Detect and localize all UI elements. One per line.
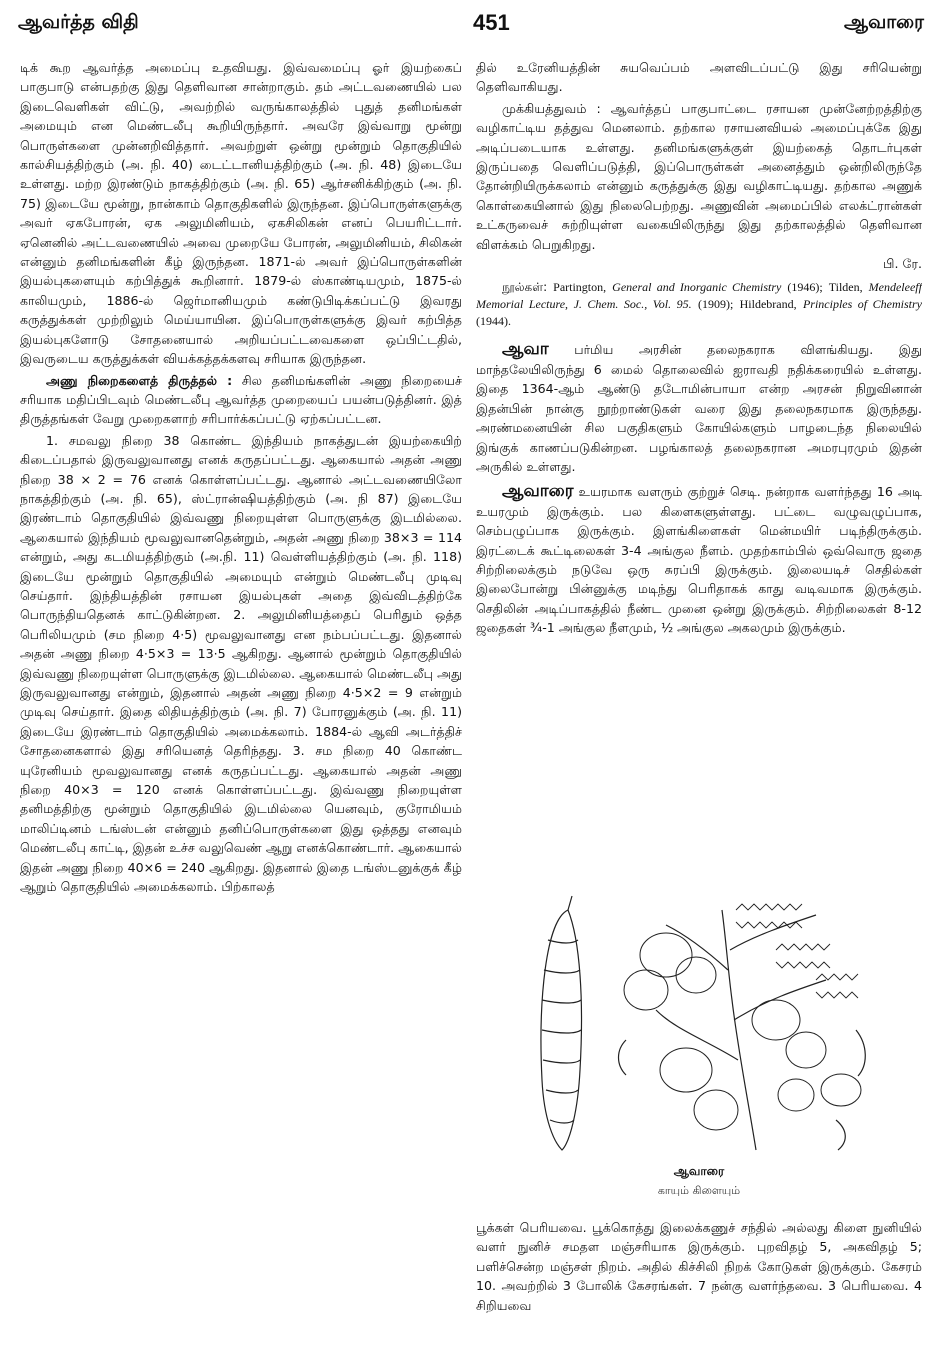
paragraph-examples: 1. சமவலு நிறை 38 கொண்ட இந்தியம் நாகத்துடன் இயற்கையிற் கிடைப்பதால் இருவலுவானது எனக் கருதப்பட்டது. ஆகையால் அதன் அணு நிறை 38 × 2 = 76 எனக் கொள்ளப்பட்டது. ஆனால் அட்டவணையிலோ நாகத்திற்கும் (அ. நி. 65), ஸ்ட்ரான்ஷியத்திற்கும் (அ. நி 87) இடையே இரண்டாம் தொகுதியில் இவ்வணு நிறையுள்ள பொருளுக்கு இடமில்லை. ஆகையால் இந்தியம் மூவலுவானதென்றும், அதன் அணு நிறை 38×3 = 114 என்றும், அது கடமியத்திற்கும் (அ.நி. 11) வெள்ளியத்திற்கும் (அ. நி. 118) இடையே மூன்றும் தொகுதியில் அமையும் என்றும் மெண்டலீபு முடிவு செய்தார். இந்தியத்தின் ரசாயன இயல்புகள் அதை இவ்விடத்திற்கே பொருந்தியதெனக் காட்டுகின்றன. 2. அலுமினியத்தைப் பெரிதும் ஒத்த பெரிலியமும் (சம நிறை 4·5) மூவலுவானது என நம்பப்பட்டது. இதனால் அதன் அணு நிறை 4·5×3 = 13·5 ஆகிறது. ஆனால் மூன்றும் தொகுதியில் இவ்வணு நிறையுள்ள பொருளுக்கு இடமில்லை. ஆகையால் மெண்டலீபு அது இருவலுவானது என்றும், இதனால் அதன் அணு நிறை 4·5×2 = 9 என்றும் முடிவு செய்தார். இதை லிதியத்திற்கும் (அ. நி. 7) போரனுக்கும் (அ. நி. 11) இடையே இரண்டாம் தொகுதியில் அமைக்கலாம். 1884-ல் ஆவி அடர்த்திச் சோதனைகளால் இது சரியெனத் தெரிந்தது. 3. சம நிறை 40 கொண்ட யுரேனியம் மூவலுவானது எனக் கருதப்பட்டது. ஆகையால் அதன் அணு நிறை 40×3 = 120 எனக் கொள்ளப்பட்டது. இவ்வணு நிறையுள்ள தனிமத்திற்கு மூன்றும் தொகுதியில் இடமில்லை யெனவும், குரோமியம் மாலிப்டினம் டங்ஸ்டன் என்னும் தனிப்பொருள்களை இது ஒத்தது எனவும் மெண்டலீபு காட்டி, இதன் உச்ச வலுவெண் ஆறு எனக்கொண்டார். ஆகையால் இதன் அணு நிறை 40×6 = 240 ஆகிறது. இதனால் இதை டங்ஸ்டனுக்குக் கீழ் ஆறும் தொகுதியில் அமைக்கலாம். பிற்காலத் [20,432,462,895]
entry-text: உயரமாக வளரும் குற்றுச் செடி. நன்றாக வளர்ந்தது 16 அடி உயரமும் இருக்கும். பல கிளைகளுள்ளது. பட்டை வழுவழுப்பாக, செம்பழுப்பாக இருக்கும். இளங்கிளைகள் மென்மயிர் படிந்திருக்கும். இரட்டைக் கூட்டிலைகள் 3-4 அங்குல நீளம். முதற்காம்பில் ஒவ்வொரு ஜதை சிற்றிலைக்கும் நடுவே ஒரு சுரப்பி இருக்கும். இலையடிச் செதில்கள் இலைபோன்று பின்னுக்கு மடிந்து பெரிதாகக் காது வடிவமாக இருக்கும். செதிலின் அடிப்பாகத்தில் நீண்ட முனை ஒன்று இருக்கும். சிற்றிலைகள் 8-12 ஜதைகள் ¾-1 அங்குல நீளமும், ½ அங்குல அகலமும் இருக்கும். [476,484,922,636]
ref-author: Hildebrand, [739,297,797,312]
subheading-importance: முக்கியத்துவம் : [502,100,601,116]
paragraph-uranium-continued: தில் உரேனியத்தின் சுயவெப்பம் அளவிடப்பட்டு இது சரியென்று தெளிவாகியது. [476,60,922,95]
entry-text: பர்மிய அரசின் தலைநகராக விளங்கியது. இது மாந்தலேயிலிருந்து 6 மைல் தொலைவில் ஐராவதி நதிக்கரையில் உள்ளது. இதை 1364-ஆம் ஆண்டு தடோமின்பாயா என்ற அரசன் நிறுவினான் இதன்பின் நான்கு நூற்றாண்டுகள் வரை இது தலைநகரமாக இருந்தது. அரண்மனையின் சில பகுதிகளும் கோயில்களும் பாழடைந்த நிலையில் இங்குக் காணப்படுகின்றன. பழங்காலத் தலைநகரான அமரபுரமும் இதன் அருகில் உள்ளது. [476,342,922,474]
references [476,279,922,330]
paragraph-atomic-weight-correction [20,371,462,429]
ref-title: Principles of Chemistry [802,297,922,312]
entry-headword-avarai: ஆவாரை [502,481,574,502]
ref-author: Partington, [553,280,607,295]
left-column [20,58,462,1356]
paragraph-flowers: பூக்கள் பெரியவை. பூக்கொத்து இலைக்கணுச் சந்தில் அல்லது கிளை நுனியில் வளர் நுனிச் சமதள மஞ்சரியாக இருக்கும். புறவிதழ் 5, அகவிதழ் 5; பளிச்சென்ற மஞ்சள் நிறம். அதில் கிச்சிலி நிறக் கோடுகள் இருக்கும். கேசரம் 10. அவற்றில் 3 போலிக் கேசரங்கள். 7 நன்கு வளர்ந்தவை. 3 பெரியவை. 4 சிறியவை [476,1220,922,1313]
ref-year: (1946); [787,280,823,295]
ref-title: Mendeleeff Memorial Lecture, J. Chem. Soc., Vol. 95. [476,280,922,312]
avarai-illustration [476,880,922,1210]
entry-headword-ava: ஆவா [502,339,549,360]
ref-title: General and Inorganic Chemistry [612,280,782,295]
right-column [476,58,922,880]
references-label: நூல்கள்: [502,280,548,295]
author-signature: பி. ரே. [883,256,922,272]
paragraph-importance [476,99,922,274]
paragraph-text: ஆவர்த்தப் பாகுபாட்டை ரசாயன முன்னேற்றத்திற்கு வழிகாட்டிய தத்துவ மெனலாம். தற்கால ரசாயனவியல் அமைப்புக்கே இது அடிப்படையாக உள்ளது. தனிமங்களுக்குள் இயற்கைத் தொடர்புகள் இருப்பதை வெளிப்படுத்தி, இப்பொருள்கள் அனைத்தும் ஒன்றிலிருந்தே தோன்றியிருக்கலாம் என்னும் கருத்துக்கு இது வழிகாட்டியது. தற்கால அணுக் கொள்கையினால் இது நிலைபெற்றது. அணுவின் அமைப்பில் எலக்ட்ரான்கள் உட்கருவைச் சுற்றியுள்ள வகையிலிருந்து இது தற்காலத்தில் தெளிவான விளக்கம் பெறுகிறது. [476,100,922,252]
ref-author: Tilden, [828,280,863,295]
subheading-atomic-weight-correction: அணு நிறைகளைத் திருத்தல் : [46,372,233,388]
ref-year: (1944). [476,314,511,329]
ref-year: (1909); [697,297,734,312]
page-number: 451 [473,10,510,35]
paragraph-mendeleev-predictions: டிக் கூற ஆவர்த்த அமைப்பு உதவியது. இவ்வமைப்பு ஓர் இயற்கைப் பாகுபாடு என்பதற்கு இது தெளிவான சான்றாகும். தம் அட்டவணையில் பல இடைவெளிகள் விட்டு, அவற்றில் வருங்காலத்தில் புதுத் தனிமங்கள் அமையும் என மெண்டலீபு கூறியிருந்தார். அவரே இவ்வாறு மூன்று பொருள்களை முன்னறிவித்தார். அவற்றுள் ஒன்று மூன்றும் தொகுதியில் கால்சியத்திற்கும் (அ. நி. 40) டைட்டானியத்திற்கும் (அ. நி. 48) இடையே உள்ளது. மற்ற இரண்டும் நாகத்திற்கும் (அ. நி. 65) ஆர்சனிக்கிற்கும் (அ. நி. 75) இடையே மூன்று, நான்காம் தொகுதிகளில் இருந்தன. இப்பொருள்களுக்கு அவர் ஏகபோரன், ஏக அலுமினியம், ஏகசிலிகன் எனப் பெயரிட்டார். ஏனெனில் அட்டவணையில் அவை முறையே போரன், அலுமினியம், சிலிகன் என்னும் தனிமங்களின் கீழ் இருந்தன. 1871-ல் அவர் இப்பொருள்களின் இயல்புகளையும் கற்பித்துக் கூறினார். 1879-ல் ஸ்காண்டியமும், 1875-ல் காலியமும், 1886-ல் ஜெர்மானியமும் கண்டுபிடிக்கப்பட்டு இவரது கருத்துக்கள் முற்றிலும் மெய்யாயின. இப்பொருள்களுக்கு இவர் கற்பித்த இயல்புகளோடு சோதனையால் அறியப்பட்டவைகளை ஒப்பிட்டதில், இவருடைய கருத்துக்கள் வியக்கத்தக்களவு சரியாக இருந்தன. [20,60,462,367]
main-stem [722,910,756,1150]
running-head-left: ஆவர்த்த விதி [18,10,139,33]
avarai-plant-drawing [476,880,922,1160]
running-head-right: ஆவாரை [844,10,924,33]
figure-subcaption: காயும் கிளையும் [657,1184,741,1197]
running-head [18,6,924,40]
paragraph-text: சில தனிமங்களின் அணு நிறையைச் சரியாக மதிப்பிடவும் மெண்டலீபு ஆவர்த்த முறையைப் பயன்படுத்தினர். இத் திருத்தங்கள் வேறு முறைகளாற் சரிபார்க்கப்பட்டு ஏற்கப்பட்டன. [20,372,462,427]
entry-ava [476,340,922,476]
seed-pod [541,910,581,1150]
figure-caption: ஆவாரை [673,1164,725,1178]
entry-avarai [476,482,922,637]
